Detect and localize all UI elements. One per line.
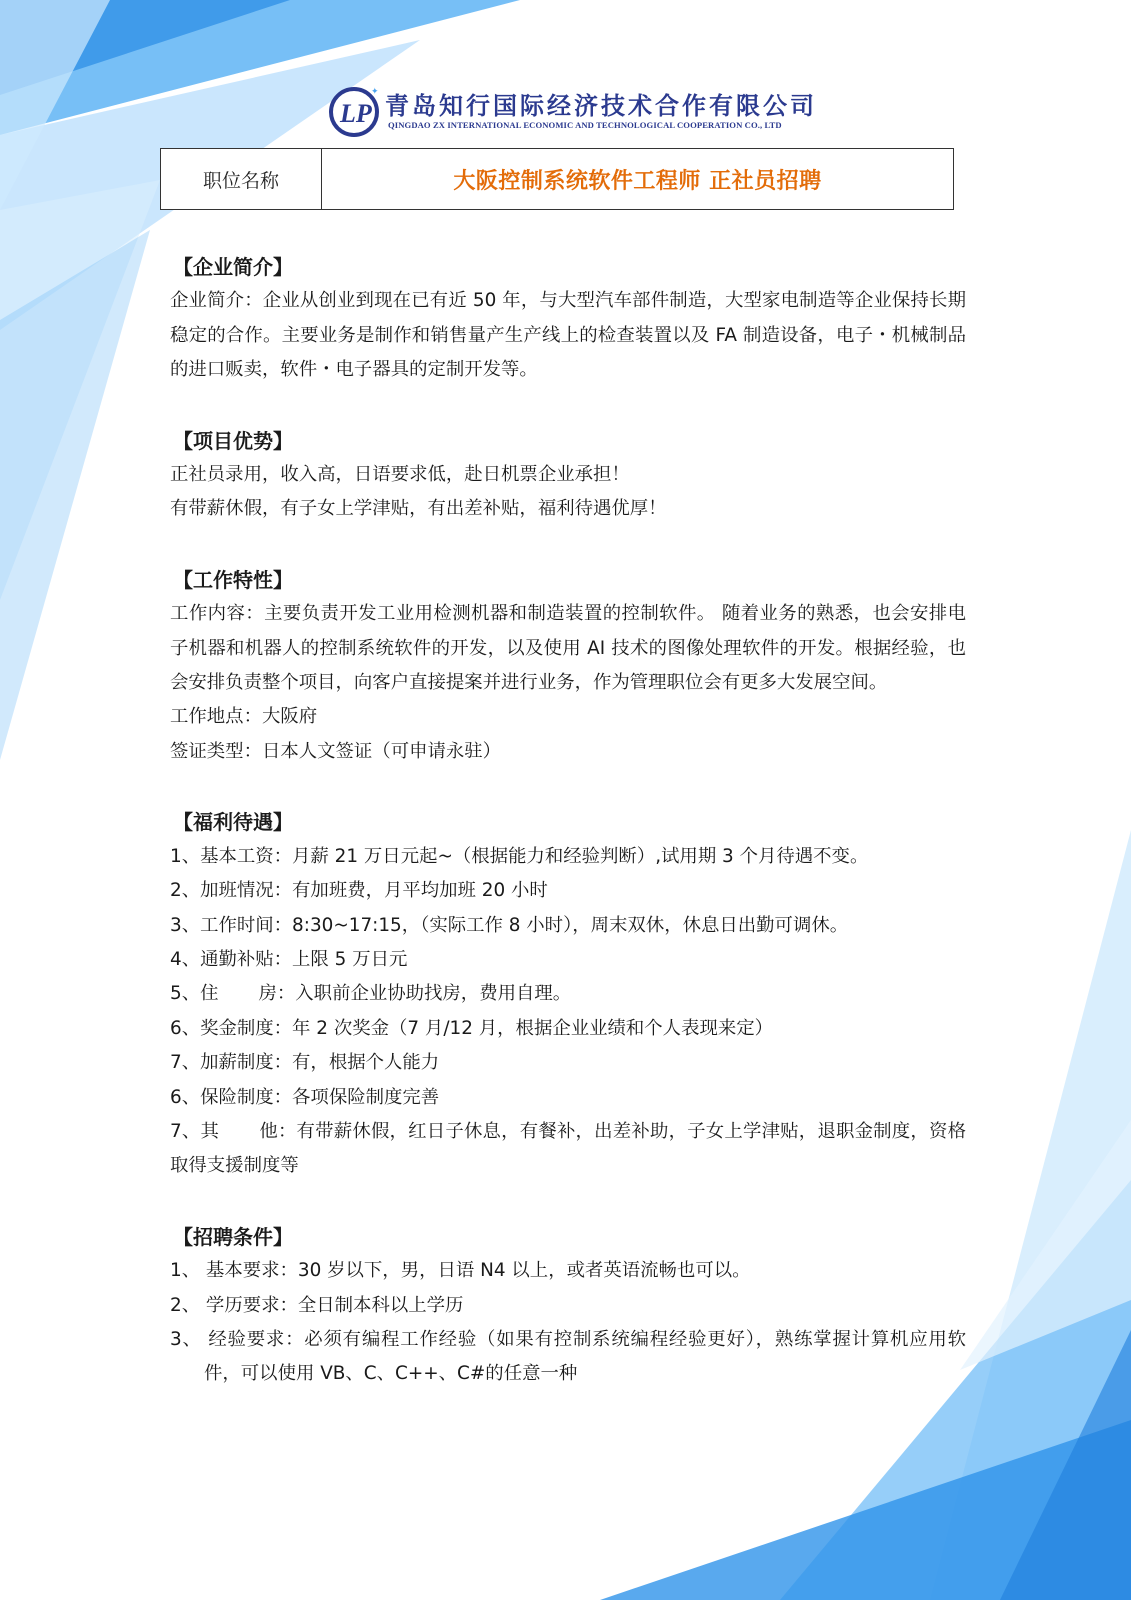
benefit-item-other — [170, 1115, 966, 1184]
housing-label-end: 房 — [258, 983, 277, 1005]
requirement-item: 3、 经验要求：必须有编程工作经验（如果有控制系统编程经验更好），熟练掌握计算机应用软件，可以使用 VB、C、C++、C#的任意一种 — [170, 1328, 966, 1385]
advantage-line: 有带薪休假，有子女上学津贴，有出差补贴，福利待遇优厚！ — [170, 498, 667, 520]
section-benefits — [170, 805, 966, 1183]
company-name-en: QINGDAO ZX INTERNATIONAL ECONOMIC AND TECHNOLOGICAL COOPERATION CO., LTD — [388, 120, 782, 130]
benefit-item: 6、奖金制度：年 2 次奖金（7 月/12 月，根据企业业绩和个人表现来定） — [170, 1017, 774, 1039]
job-content-text: 工作内容：主要负责开发工业用检测机器和制造装置的控制软件。 随着业务的熟悉，也会安排电子机器和机器人的控制系统软件的开发，以及使用 AI 技术的图像处理软件的开发。根据经验，也会安排负责整个项目，向客户直接提案并进行业务，作为管理职位会有更多大发展空间。 — [170, 603, 966, 694]
section-heading: 【项目优势】 — [173, 428, 293, 453]
requirement-item: 1、 基本要求：30 岁以下，男，日语 N4 以上，或者英语流畅也可以。 — [170, 1260, 751, 1282]
benefit-item: 2、加班情况：有加班费，月平均加班 20 小时 — [170, 880, 548, 902]
requirement-item: 2、 学历要求：全日制本科以上学历 — [170, 1294, 464, 1316]
section-heading: 【招聘条件】 — [173, 1224, 293, 1249]
visa-type: 签证类型：日本人文签证（可申请永驻） — [170, 740, 502, 762]
benefit-item: 3、工作时间：8:30~17:15，（实际工作 8 小时），周末双休，休息日出勤可调休。 — [170, 914, 849, 936]
svg-text:✦: ✦ — [371, 87, 379, 97]
company-intro-text: 企业简介：企业从创业到现在已有近 50 年，与大型汽车部件制造，大型家电制造等企业保持长期稳定的合作。主要业务是制作和销售量产生产线上的检查装置以及 FA 制造设备，电子・机械制品的进口贩卖，软件・电子器具的定制开发等。 — [170, 290, 966, 381]
job-location: 工作地点：大阪府 — [170, 706, 318, 728]
company-logo — [327, 84, 817, 140]
housing-label-start: 5、住 — [170, 983, 219, 1005]
svg-text:LP: LP — [340, 99, 372, 128]
section-job-characteristics — [170, 563, 966, 769]
other-label-start: 7、其 — [170, 1120, 220, 1142]
position-title: 大阪控制系统软件工程师 正社员招聘 — [453, 168, 822, 194]
section-heading: 【企业简介】 — [173, 255, 293, 279]
housing-text: ：入职前企业协助找房，费用自理。 — [276, 983, 572, 1005]
section-heading: 【工作特性】 — [173, 567, 293, 592]
benefit-item: 7、加薪制度：有，根据个人能力 — [170, 1052, 440, 1074]
other-label-end: 他 — [259, 1120, 278, 1142]
benefit-item-housing — [170, 977, 966, 1011]
lp-logo-icon — [327, 84, 381, 138]
other-text: ：有带薪休假，红日子休息，有餐补，出差补助，子女上学津贴，退职金制度，资格取得支援制度等 — [170, 1120, 966, 1177]
section-project-advantage — [170, 424, 966, 527]
position-label: 职位名称 — [161, 149, 322, 209]
benefit-item: 6、保险制度：各项保险制度完善 — [170, 1086, 440, 1108]
position-title-table — [160, 148, 954, 210]
section-company-intro — [170, 250, 966, 388]
company-name-cn: 青岛知行国际经济技术合作有限公司 — [385, 91, 817, 120]
benefit-item: 1、基本工资：月薪 21 万日元起~（根据能力和经验判断）,试用期 3 个月待遇不变。 — [170, 845, 869, 867]
job-posting-content — [170, 250, 966, 1428]
advantage-line: 正社员录用，收入高，日语要求低，赴日机票企业承担！ — [170, 464, 630, 486]
section-heading: 【福利待遇】 — [173, 810, 293, 835]
section-requirements — [170, 1220, 966, 1392]
benefit-item: 4、通勤补贴：上限 5 万日元 — [170, 948, 408, 970]
